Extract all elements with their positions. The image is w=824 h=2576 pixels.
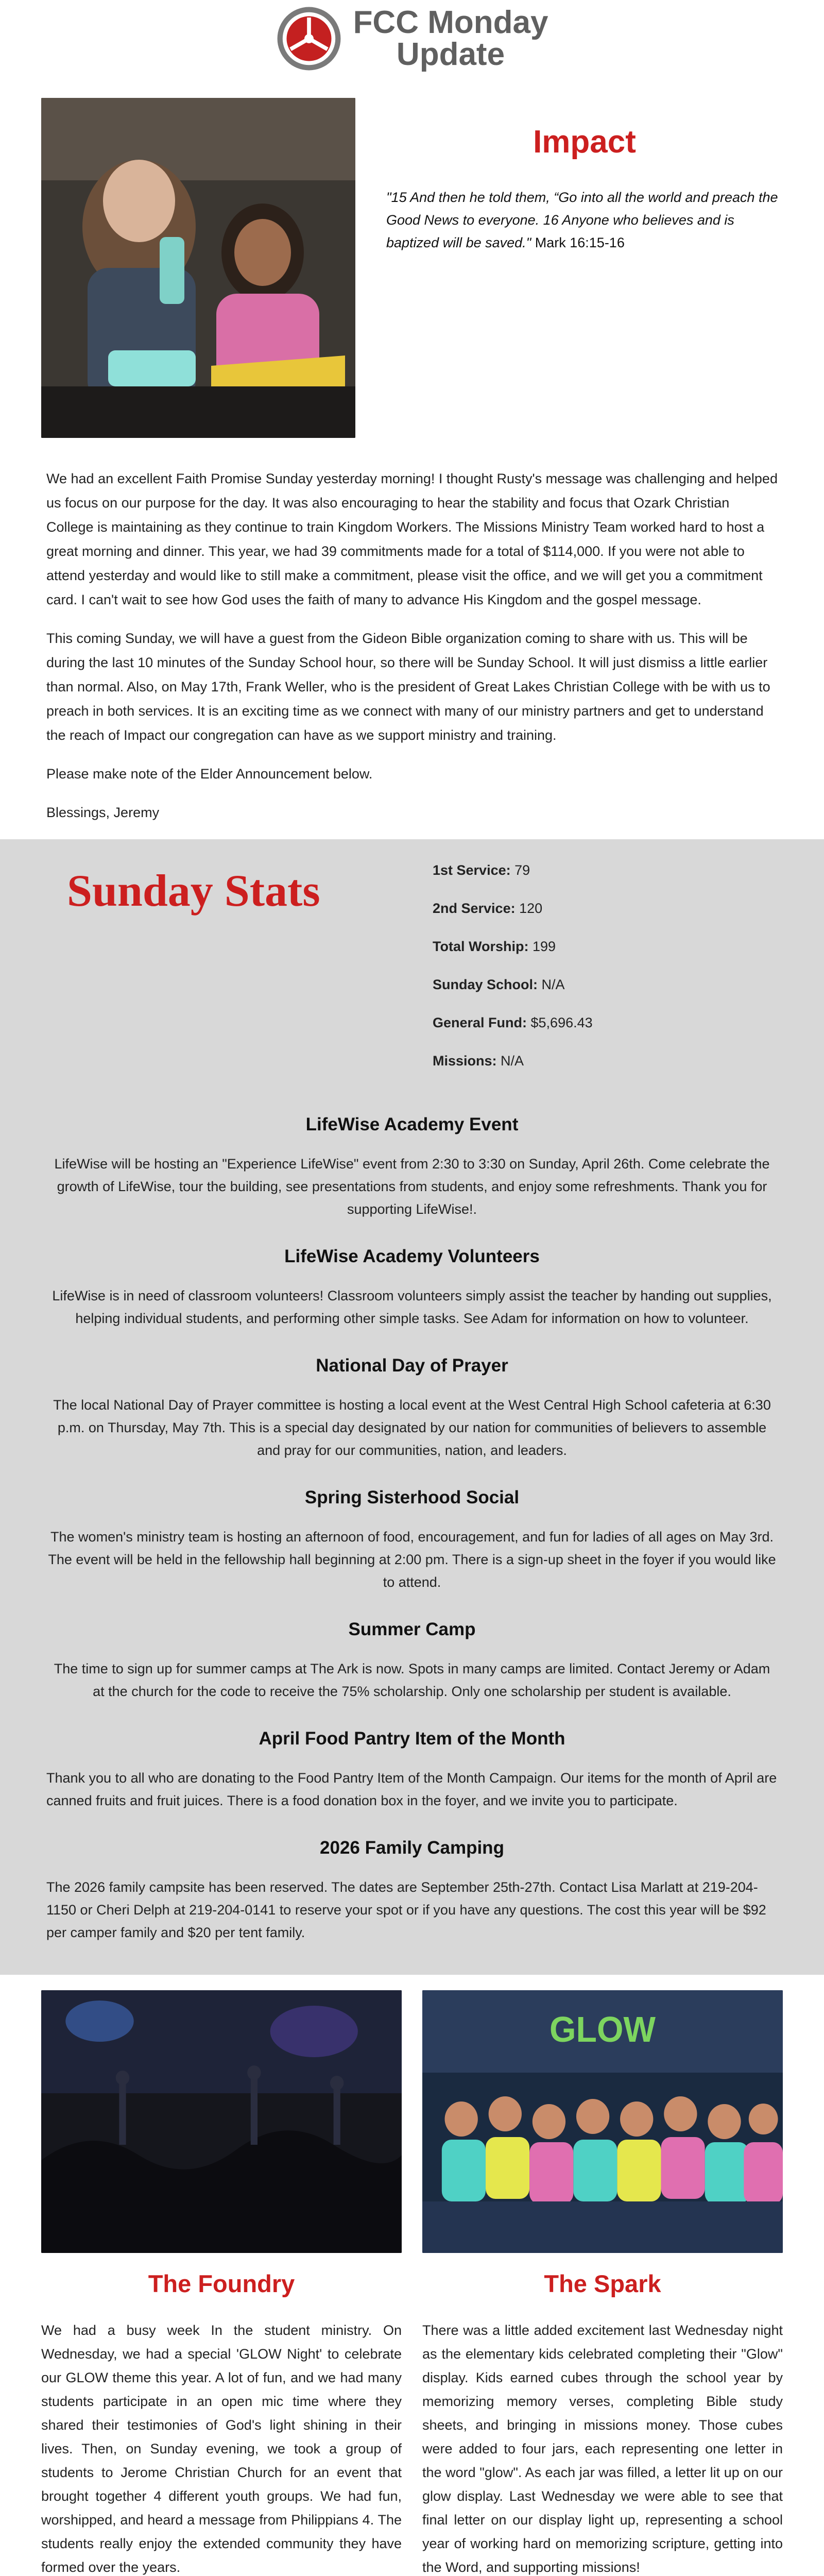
sunday-stats	[41, 860, 783, 1089]
stats-and-events-section	[0, 839, 824, 1975]
verse-reference: Mark 16:15-16	[531, 235, 625, 250]
stat-value: N/A	[538, 977, 565, 992]
event-text: The time to sign up for summer camps at The Ark is now. Spots in many camps are limited. Contact Jeremy or Adam at the church for the code to receive the 75% scholarship. Only one scholarship per student is available.	[54, 1661, 770, 1699]
impact-text	[386, 98, 783, 438]
spark-title: The Spark	[544, 2270, 661, 2297]
kids-craft-image	[41, 98, 355, 438]
stats-title: Sunday Stats	[67, 866, 320, 916]
message-paragraph: This coming Sunday, we will have a guest from the Gideon Bible organization coming to share with us. This will be during the last 10 minutes of the Sunday School hour, so there will be Sunday School. It will just dismiss a little earlier than normal. Also, on May 17th, Frank Weller, who is the president of Great Lakes Christian College with be with us to preach in both services. It is an exciting time as we connect with many of our ministry partners and get to understand the reach of Impact our congregation can have as we support ministry and training.	[46, 631, 770, 743]
stat-label: Missions:	[433, 1053, 497, 1069]
verse-text: "15 And then he told them, “Go into all the world and preach the Good News to everyone. 16 Anyone who believes and is baptized will be saved."	[386, 190, 778, 250]
event-text: The local National Day of Prayer committee is hosting a local event at the West Central High School cafeteria at 6:30 p.m. on Thursday, May 7th. This is a special day designated by our nation for communities of believers to assemble and pray for our communities, nation, and leaders.	[53, 1397, 771, 1458]
stat-item	[433, 860, 593, 880]
event-title: LifeWise Academy Volunteers	[284, 1246, 540, 1266]
event-title: 2026 Family Camping	[320, 1838, 504, 1858]
event-lifewise-event	[41, 1114, 783, 1221]
stat-item	[433, 1050, 593, 1071]
kids-group-image	[422, 1990, 783, 2253]
youth-ministries	[0, 1975, 824, 2576]
title-line-1: FCC Monday	[353, 5, 548, 40]
event-food-pantry	[41, 1728, 783, 1812]
event-summer-camp	[41, 1619, 783, 1703]
message-signature: Blessings, Jeremy	[46, 805, 160, 820]
foundry-title: The Foundry	[148, 2270, 295, 2297]
stat-label: Sunday School:	[433, 977, 538, 992]
church-logo-icon	[276, 6, 342, 72]
impact-section	[0, 77, 824, 438]
stat-value: 79	[510, 862, 530, 878]
pastor-message	[0, 438, 824, 825]
spark-paragraph: There was a little added excitement last Wednesday night as the elementary kids celebrated completing their "Glow" display. Kids earned cubes through the school year by memorizing memory verses, completing Bible study sheets, and bringing in missions money. Those cubes were added to four jars, each representing one letter in the word "glow". As each jar was filled, a letter lit up on our glow display. Last Wednesday we were able to see that final letter on our display light up, representing a school year of working hard on memorizing scripture, getting into the Word, and supporting missions!	[422, 2323, 783, 2575]
stat-item	[433, 936, 593, 957]
spark-photo	[422, 1990, 783, 2253]
event-family-camping	[41, 1838, 783, 1944]
event-day-of-prayer	[41, 1355, 783, 1462]
event-sisterhood-social	[41, 1487, 783, 1594]
newsletter-title	[353, 7, 548, 71]
title-line-2: Update	[396, 37, 505, 72]
header	[0, 0, 824, 77]
event-text: The 2026 family campsite has been reserved. The dates are September 25th-27th. Contact Lisa Marlatt at 219-204-1150 or Cheri Delph at 219-204-0141 to reserve your spot or if you have any questions. The cost this year will be $92 per camper family and $20 per tent family.	[46, 1879, 766, 1940]
stat-label: General Fund:	[433, 1015, 527, 1030]
event-lifewise-volunteers	[41, 1246, 783, 1330]
stat-value: N/A	[496, 1053, 524, 1069]
foundry-paragraph: We had a busy week In the student ministry. On Wednesday, we had a special 'GLOW Night' to celebrate our GLOW theme this year. A lot of fun, and we had many students participate in an open mic time where they shared their testimonies of God's light shining in their lives. Then, on Sunday evening, we took a group of students to Jerome Christian Church for an event that brought together 4 different youth groups. We had fun, worshipped, and heard a message from Philippians 4. The students really enjoy the extended community they have formed over the years.	[41, 2323, 402, 2575]
event-title: National Day of Prayer	[316, 1355, 508, 1376]
message-paragraph: We had an excellent Faith Promise Sunday yesterday morning! I thought Rusty's message was challenging and helped us focus on our purpose for the day. It was also encouraging to hear the stability and focus that Ozark Christian College is maintaining as they continue to train Kingdom Workers. The Missions Ministry Team worked hard to host a great morning and dinner. This year, we had 39 commitments made for a total of $114,000. If you were not able to attend yesterday and would like to still make a commitment, please visit the office, and we will get you a commitment card. I can't wait to see how God uses the faith of many to advance His Kingdom and the gospel message.	[46, 471, 778, 607]
event-title: LifeWise Academy Event	[305, 1114, 519, 1134]
stat-item	[433, 1012, 593, 1033]
foundry-column	[41, 1990, 402, 2576]
stat-label: Total Worship:	[433, 939, 529, 954]
stat-item	[433, 898, 593, 919]
stat-item	[433, 974, 593, 995]
event-title: April Food Pantry Item of the Month	[259, 1728, 565, 1749]
stat-label: 1st Service:	[433, 862, 511, 878]
worship-crowd-image	[41, 1990, 402, 2253]
stat-value: 120	[515, 901, 543, 916]
event-text: LifeWise will be hosting an "Experience LifeWise" event from 2:30 to 3:30 on Sunday, April 26th. Come celebrate the growth of LifeWise, tour the building, see presentations from students, and enjoy some refreshments. Thank you for supporting LifeWise!.	[54, 1156, 770, 1217]
stat-value: $5,696.43	[527, 1015, 593, 1030]
scripture-verse	[386, 186, 783, 254]
event-text: Thank you to all who are donating to the Food Pantry Item of the Month Campaign. Our items for the month of April are canned fruits and fruit juices. There is a food donation box in the foyer, and we invite you to participate.	[46, 1770, 777, 1808]
stats-list	[433, 860, 593, 1089]
impact-title: Impact	[533, 124, 636, 160]
event-text: The women's ministry team is hosting an afternoon of food, encouragement, and fun for ladies of all ages on May 3rd. The event will be held in the fellowship hall beginning at 2:00 pm. There is a sign-up sheet in the foyer if you would like to attend.	[48, 1529, 776, 1590]
svg-text:GLOW: GLOW	[550, 2009, 656, 2050]
impact-photo	[41, 98, 355, 438]
message-paragraph: Please make note of the Elder Announcement below.	[46, 766, 373, 782]
stat-label: 2nd Service:	[433, 901, 516, 916]
spark-column	[422, 1990, 783, 2576]
event-text: LifeWise is in need of classroom volunteers! Classroom volunteers simply assist the teacher by handing out supplies, helping individual students, and performing other simple tasks. See Adam for information on how to volunteer.	[52, 1288, 772, 1326]
stat-value: 199	[528, 939, 556, 954]
foundry-photo	[41, 1990, 402, 2253]
event-title: Spring Sisterhood Social	[304, 1487, 520, 1507]
event-title: Summer Camp	[348, 1619, 476, 1639]
